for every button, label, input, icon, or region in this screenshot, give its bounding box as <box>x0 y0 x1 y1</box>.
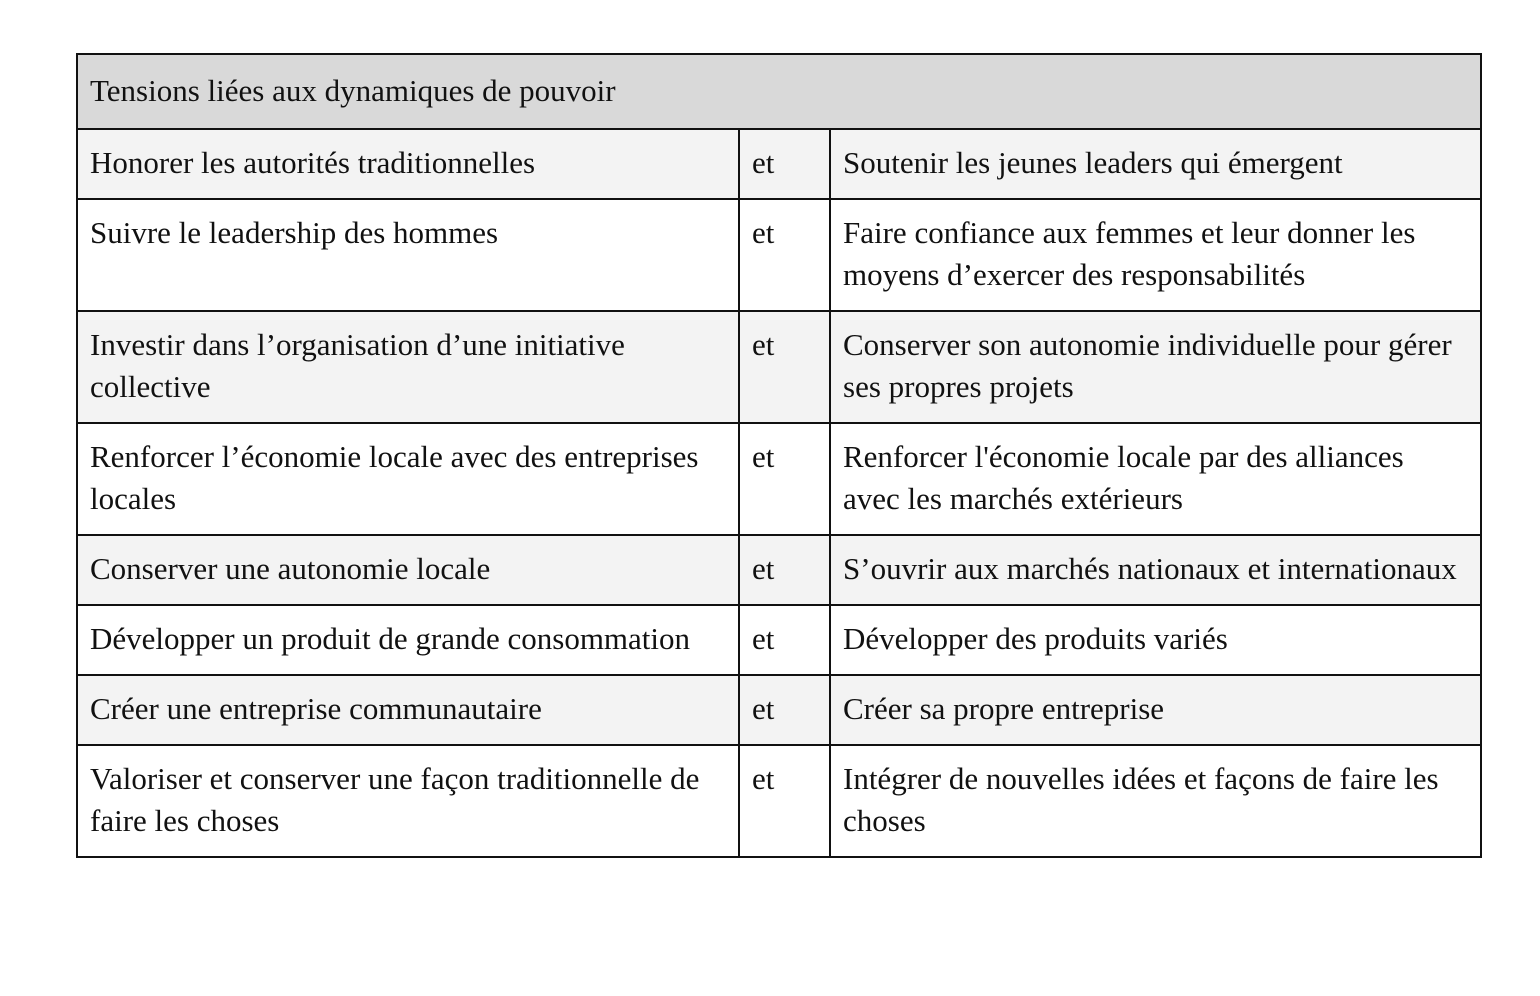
connector-cell: et <box>739 129 830 199</box>
table-row <box>77 535 1481 605</box>
table-row <box>77 675 1481 745</box>
connector-cell: et <box>739 745 830 857</box>
table-row <box>77 423 1481 535</box>
table-row <box>77 745 1481 857</box>
connector-cell: et <box>739 675 830 745</box>
connector-cell: et <box>739 605 830 675</box>
table-title: Tensions liées aux dynamiques de pouvoir <box>77 54 1481 129</box>
left-cell: Renforcer l’économie locale avec des entreprises locales <box>77 423 739 535</box>
table-body <box>77 129 1481 857</box>
right-cell: Développer des produits variés <box>830 605 1481 675</box>
left-cell: Développer un produit de grande consommation <box>77 605 739 675</box>
connector-cell: et <box>739 423 830 535</box>
table-row <box>77 199 1481 311</box>
table-header-row <box>77 54 1481 129</box>
table-row <box>77 129 1481 199</box>
right-cell: Renforcer l'économie locale par des alliances avec les marchés extérieurs <box>830 423 1481 535</box>
left-cell: Créer une entreprise communautaire <box>77 675 739 745</box>
right-cell: Intégrer de nouvelles idées et façons de faire les choses <box>830 745 1481 857</box>
left-cell: Conserver une autonomie locale <box>77 535 739 605</box>
right-cell: Soutenir les jeunes leaders qui émergent <box>830 129 1481 199</box>
left-cell: Honorer les autorités traditionnelles <box>77 129 739 199</box>
left-cell: Valoriser et conserver une façon traditionnelle de faire les choses <box>77 745 739 857</box>
left-cell: Suivre le leadership des hommes <box>77 199 739 311</box>
right-cell: Faire confiance aux femmes et leur donner les moyens d’exercer des responsabilités <box>830 199 1481 311</box>
right-cell: Créer sa propre entreprise <box>830 675 1481 745</box>
connector-cell: et <box>739 311 830 423</box>
right-cell: Conserver son autonomie individuelle pour gérer ses propres projets <box>830 311 1481 423</box>
connector-cell: et <box>739 535 830 605</box>
connector-cell: et <box>739 199 830 311</box>
left-cell: Investir dans l’organisation d’une initiative collective <box>77 311 739 423</box>
table-row <box>77 605 1481 675</box>
right-cell: S’ouvrir aux marchés nationaux et internationaux <box>830 535 1481 605</box>
table-row <box>77 311 1481 423</box>
tensions-table <box>76 53 1482 858</box>
